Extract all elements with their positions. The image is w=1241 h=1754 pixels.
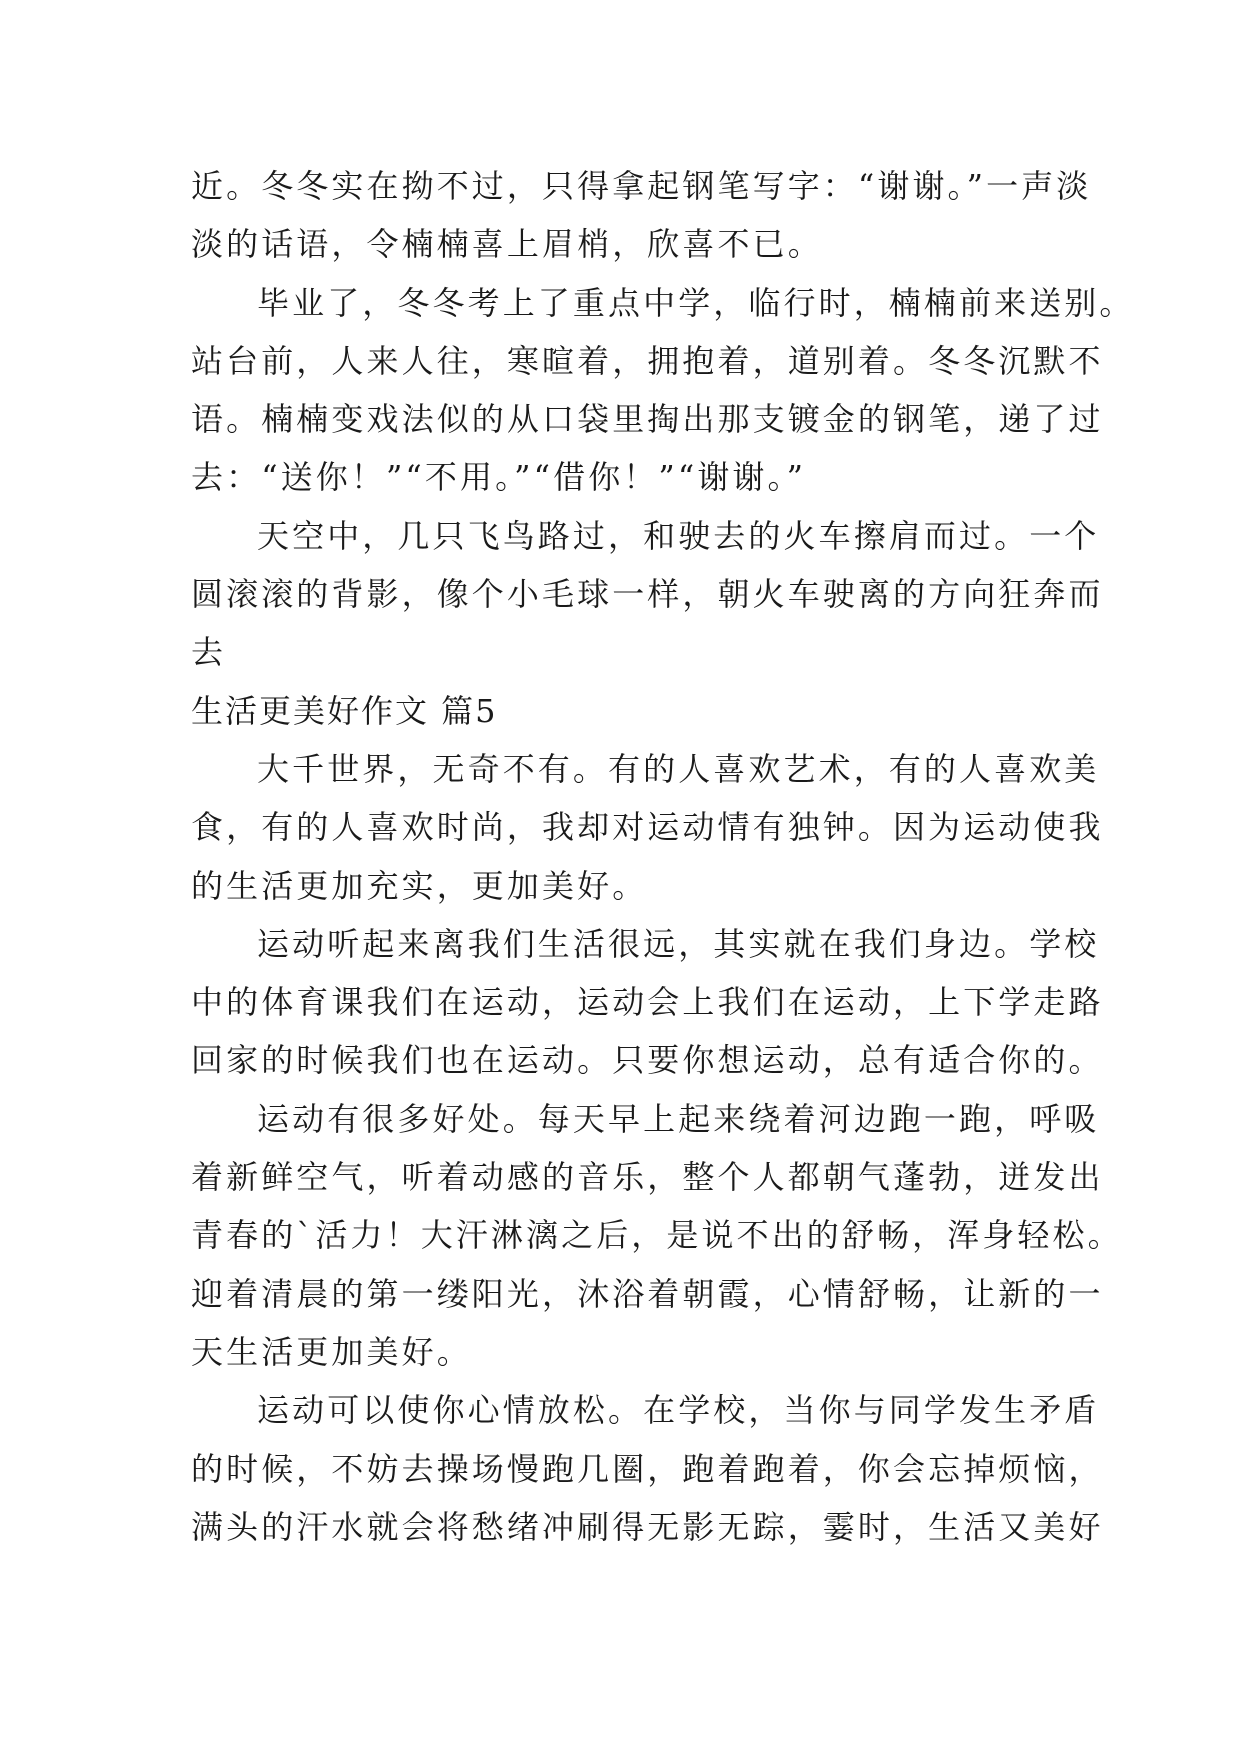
text-line: 语。楠楠变戏法似的从口袋里掏出那支镀金的钢笔，递了过	[191, 400, 1104, 439]
text-line: 天生活更加美好。	[191, 1332, 472, 1371]
paragraph-first-line: 运动可以使你心情放松。在学校，当你与同学发生矛盾	[257, 1391, 1100, 1430]
text-line: 满头的汗水就会将愁绪冲刷得无影无踪，霎时，生活又美好	[191, 1507, 1104, 1546]
article-text	[191, 157, 1135, 1556]
text-line: 近。冬冬实在拗不过，只得拿起钢笔写字：“谢谢。”一声淡	[191, 167, 1092, 205]
text-line: 淡的话语，令楠楠喜上眉梢，欣喜不已。	[191, 225, 823, 264]
text-line: 中的体育课我们在运动，运动会上我们在运动，上下学走路	[191, 983, 1104, 1022]
text-line: 迎着清晨的第一缕阳光，沐浴着朝霞，心情舒畅，让新的一	[191, 1274, 1104, 1313]
text-line: 着新鲜空气，听着动感的音乐，整个人都朝气蓬勃，迸发出	[191, 1158, 1104, 1197]
text-line: 的生活更加充实，更加美好。	[191, 866, 648, 905]
text-line: 站台前，人来人往，寒暄着，拥抱着，道别着。冬冬沉默不	[191, 341, 1104, 380]
text-line: 去：“送你！”“不用。”“借你！”“谢谢。”	[191, 458, 807, 497]
text-line: 青春的`活力！大汗淋漓之后，是说不出的舒畅，浑身轻松。	[191, 1216, 1123, 1255]
paragraph-first-line: 运动有很多好处。每天早上起来绕着河边跑一跑，呼吸	[257, 1099, 1100, 1138]
paragraph-first-line: 大千世界，无奇不有。有的人喜欢艺术，有的人喜欢美	[257, 749, 1100, 788]
text-line: 圆滚滚的背影，像个小毛球一样，朝火车驶离的方向狂奔而	[191, 575, 1104, 614]
text-line: 的时候，不妨去操场慢跑几圈，跑着跑着，你会忘掉烦恼，	[191, 1449, 1104, 1488]
paragraph-first-line: 毕业了，冬冬考上了重点中学，临行时，楠楠前来送别。	[257, 283, 1135, 322]
text-line: 食，有的人喜欢时尚，我却对运动情有独钟。因为运动使我	[191, 808, 1104, 847]
text-line: 去	[191, 633, 227, 672]
paragraph-first-line: 运动听起来离我们生活很远，其实就在我们身边。学校	[257, 924, 1100, 963]
paragraph-first-line: 天空中，几只飞鸟路过，和驶去的火车擦肩而过。一个	[257, 516, 1100, 555]
text-line: 回家的时候我们也在运动。只要你想运动，总有适合你的。	[191, 1041, 1104, 1080]
section-heading: 生活更美好作文 篇5	[191, 691, 498, 730]
